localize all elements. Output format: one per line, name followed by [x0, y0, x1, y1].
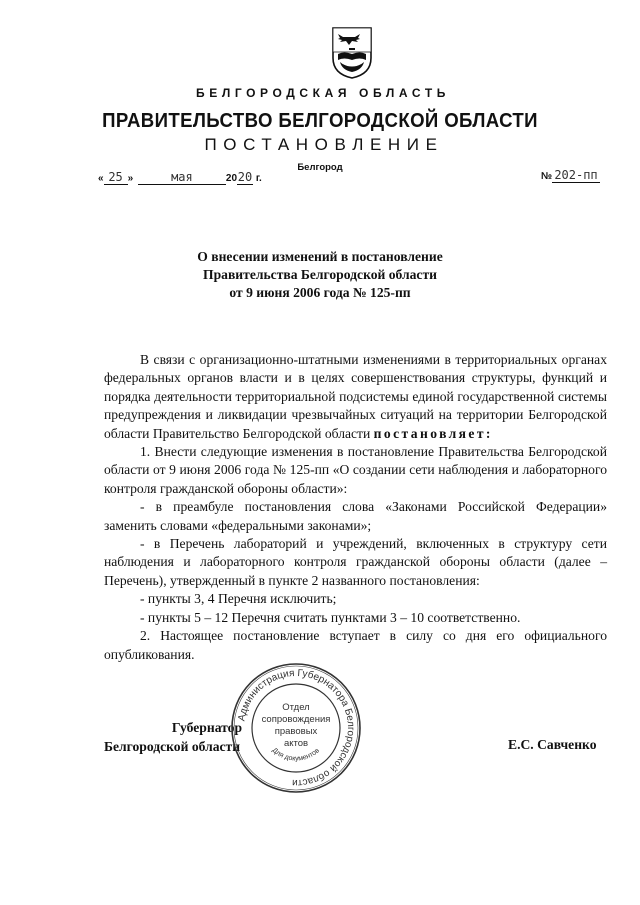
coat-of-arms-icon [330, 26, 374, 80]
preamble-text: В связи с организационно-штатными изменениями в территориальных органах федеральных органов власти и в целях совершенствования структуры, функций и порядка деятельности территориальной подсистемы единой государственной системы предупреждения и ликвидации чрезвычайных ситуаций на территории Белгородской области Правительство Белгородской области [104, 352, 607, 441]
stamp-center-line-1: Отдел [282, 702, 310, 713]
svg-text:Для документов [271, 747, 322, 763]
document-type: ПОСТАНОВЛЕНИЕ [204, 135, 444, 154]
item-1-b-1: - пункты 3, 4 Перечня исключить; [140, 591, 337, 607]
stamp-ring-text: Администрация Губернатора Белгородской области [236, 667, 357, 789]
date-close-quote: » [127, 173, 134, 184]
date-day: 25 [108, 170, 123, 184]
title-line-3: от 9 июня 2006 года № 125-пп [229, 285, 411, 300]
date-year-mark: г. [255, 173, 262, 184]
stamp-center-line-4: актов [283, 738, 309, 749]
document-body [104, 351, 607, 664]
preamble-paragraph [104, 351, 607, 443]
item-1-b-2: - пункты 5 – 12 Перечня считать пунктами 3 – 10 соответственно. [140, 609, 521, 625]
title-line-2: Правительства Белгородской области [203, 267, 437, 282]
stamp-bottom-text: Для документов [270, 746, 321, 763]
date-year-suffix: 20 [237, 170, 253, 184]
title-line-1: О внесении изменений в постановление [197, 249, 443, 264]
number-value: 202-пп [554, 168, 598, 182]
region-emblem [330, 26, 374, 80]
item-2: 2. Настоящее постановление вступает в силу со дня его официального опубликования. [104, 628, 607, 662]
date-month: мая [171, 170, 193, 184]
government-name: ПРАВИТЕЛЬСТВО БЕЛГОРОДСКОЙ ОБЛАСТИ [102, 110, 538, 132]
document-number [541, 168, 600, 183]
region-name: БЕЛГОРОДСКАЯ ОБЛАСТЬ [196, 86, 450, 100]
position-line-1: Губернатор [171, 720, 242, 735]
date-open-quote: « [98, 173, 104, 184]
stamp-seal-icon [228, 660, 364, 796]
date-year-field [237, 170, 253, 185]
official-stamp [228, 660, 364, 796]
decree-word: постановляет: [373, 425, 493, 441]
document-title [0, 248, 640, 302]
date-month-field [138, 170, 226, 185]
signatory-name: Е.С. Савченко [508, 737, 597, 752]
date-day-field [104, 170, 128, 185]
item-1: 1. Внести следующие изменения в постановление Правительства Белгородской области от 9 июня 2006 года № 125-пп «О создании сети наблюдения и лабораторного контроля гражданской обороны области»: [104, 444, 607, 496]
position-line-2: Белгородской области [104, 739, 241, 754]
stamp-center-line-2: сопровождения [261, 714, 331, 725]
item-1-a: - в преамбуле постановления слова «Законами Российской Федерации» заменить словами «федеральными законами»; [104, 499, 607, 533]
item-1-b: - в Перечень лабораторий и учреждений, включенных в структуру сети наблюдения и лабораторного контроля гражданской обороны области (далее – Перечень), утвержденный в пункте 2 названного постановления: [104, 536, 607, 588]
document-date [98, 170, 262, 185]
date-year-prefix: 20 [225, 173, 238, 184]
number-label: № [540, 171, 552, 182]
city-name: Белгород [297, 162, 343, 173]
number-field [552, 168, 600, 183]
stamp-center-line-3: правовых [274, 726, 318, 737]
